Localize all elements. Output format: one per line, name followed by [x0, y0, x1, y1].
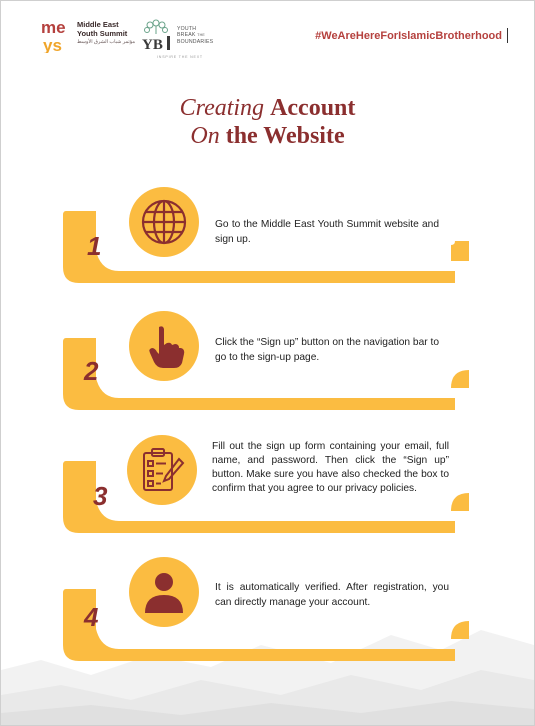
- svg-text:YB: YB: [142, 37, 163, 52]
- step-1-icon-circle: [129, 187, 199, 257]
- meys-logo-icon: [41, 17, 77, 53]
- hashtag: #WeAreHereForIslamicBrotherhood: [315, 30, 502, 42]
- step-1-number: 1: [87, 231, 102, 261]
- step-3-text: Fill out the sign up form containing your email, full name, and password. Then click the “Sign up” button. Make sure you have also checked the box to confirm that you agree to our privacy policies.: [212, 441, 449, 494]
- page-title-line2: [1, 122, 534, 150]
- ybi-tagline: INSPIRE THE NEXT: [157, 55, 203, 59]
- step-1-text: Go to the Middle East Youth Summit website and sign up.: [215, 219, 439, 245]
- step-2-text: Click the “Sign up” button on the navigation bar to go to the sign-up page.: [215, 337, 439, 363]
- step-2-number: 2: [84, 356, 99, 386]
- step-2: [1, 306, 534, 416]
- title-line2-bold: the Website: [225, 123, 345, 149]
- meys-name: [77, 21, 127, 38]
- ybi-name: [177, 26, 213, 45]
- meys-arabic-name: مؤتمر شباب الشرق الأوسط: [77, 39, 136, 45]
- pointing-hand-icon: [141, 323, 187, 369]
- step-4-number: 4: [84, 602, 99, 632]
- svg-text:ys: ys: [43, 36, 62, 53]
- svg-text:me: me: [41, 18, 66, 37]
- clipboard-form-icon: [139, 447, 185, 493]
- title-line2-italic: On: [190, 123, 220, 149]
- step-1: [1, 179, 534, 289]
- step-3-number: 3: [93, 481, 108, 511]
- ybi-line3: BOUNDARIES: [177, 38, 214, 45]
- step-4: [1, 557, 534, 667]
- ybi-line1: YOUTH: [177, 26, 197, 32]
- ybi-line2: BREAK: [177, 32, 196, 39]
- ybi-line2-small: THE: [197, 33, 205, 38]
- step-4-band: [1, 557, 534, 667]
- step-4-text: It is automatically verified. After registration, you can directly manage your account.: [215, 582, 449, 608]
- ybi-tree-logo-icon: [139, 18, 175, 52]
- title-line1-bold: Account: [270, 95, 356, 121]
- meys-name-line1: Middle East: [77, 20, 119, 29]
- title-line1-italic: Creating: [179, 95, 265, 121]
- step-2-icon-circle: [129, 311, 199, 381]
- step-4-icon-circle: [129, 557, 199, 627]
- step-3-icon-circle: [127, 435, 197, 505]
- hashtag-divider: [507, 28, 509, 43]
- page-title-line1: [1, 94, 534, 122]
- meys-name-line2: Youth Summit: [77, 28, 128, 38]
- user-icon: [141, 569, 187, 615]
- step-3: [1, 429, 534, 539]
- globe-icon: [141, 199, 187, 245]
- header: [1, 1, 534, 63]
